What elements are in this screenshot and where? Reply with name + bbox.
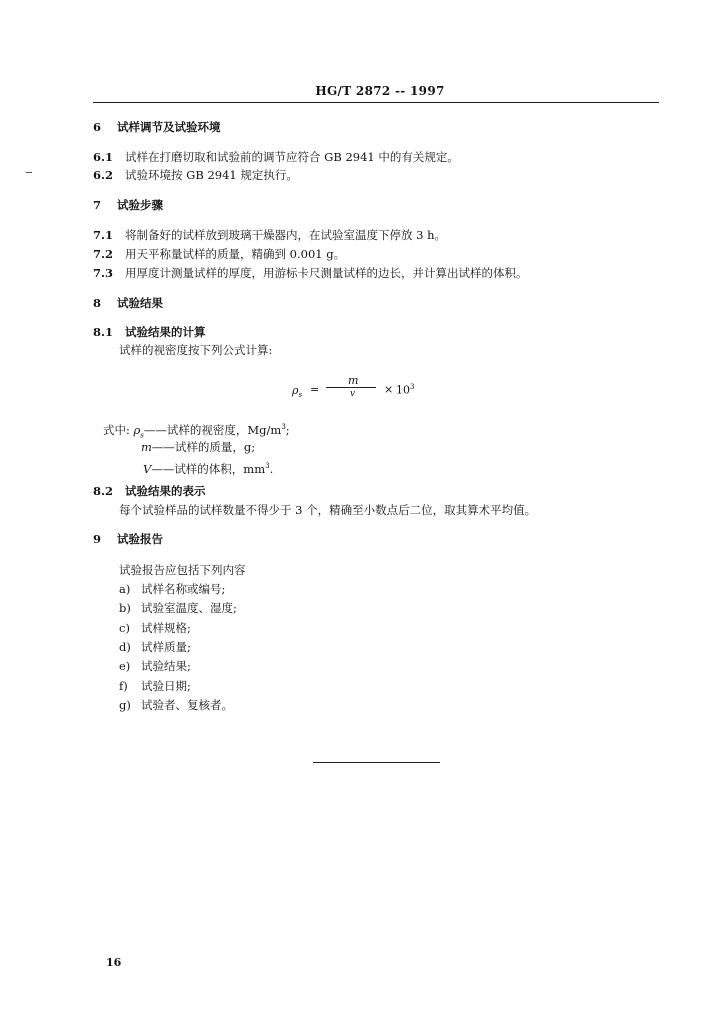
report-item-e: e) 试验结果; <box>119 659 191 673</box>
clause-7-2-number: 7.2 <box>93 247 114 261</box>
report-item-c: c) 试样规格; <box>119 621 191 635</box>
report-item-b: b) 试验室温度、湿度; <box>119 601 237 615</box>
formula-intro: 试样的视密度按下列公式计算: <box>119 343 273 357</box>
clause-8-2-title: 试验结果的表示 <box>125 484 206 498</box>
clause-7-2-text: 用天平称量试样的质量，精确到 0.001 g。 <box>125 247 346 261</box>
clause-7-3 <box>93 266 528 280</box>
clause-6-2-number: 6.2 <box>93 168 114 182</box>
clause-7-1-number: 7.1 <box>93 228 114 242</box>
formula-fraction-bar <box>326 387 376 388</box>
header-rule <box>93 102 659 103</box>
section-9-heading <box>93 532 163 546</box>
report-item-g: g) 试验者、复核者。 <box>119 698 233 712</box>
clause-8-2-heading <box>93 484 206 498</box>
formula-power: $10^3$ <box>396 383 415 397</box>
clause-6-2 <box>93 168 298 182</box>
clause-6-1-text: 试样在打磨切取和试验前的调节应符合 GB 2941 中的有关规定。 <box>125 150 459 164</box>
report-item-a: a) 试样名称或编号; <box>119 582 226 596</box>
section-7-heading <box>93 198 163 212</box>
clause-7-1-text: 将制备好的试样放到玻璃干燥器内，在试验室温度下停放 3 h。 <box>125 228 447 242</box>
density-formula <box>292 374 432 404</box>
page-number: 16 <box>106 956 122 969</box>
clause-7-2 <box>93 247 345 261</box>
clause-8-2-number: 8.2 <box>93 484 114 498</box>
section-9-number: 9 <box>93 532 102 546</box>
section-7-title: 试验步骤 <box>117 198 163 212</box>
clause-6-1-number: 6.1 <box>93 150 114 164</box>
definition-1-symbol: $\rho_s$ <box>133 422 144 440</box>
definition-2-symbol: m <box>141 440 152 454</box>
section-8-number: 8 <box>93 296 102 310</box>
formula-lhs: $\rho_s$ <box>292 384 303 400</box>
margin-mark <box>26 172 32 173</box>
where-label: 式中: <box>103 422 130 437</box>
report-item-d: d) 试样质量; <box>119 640 191 654</box>
clause-8-1-number: 8.1 <box>93 325 114 339</box>
report-intro: 试验报告应包括下列内容 <box>119 563 246 577</box>
clause-7-3-number: 7.3 <box>93 266 114 280</box>
clause-7-3-text: 用厚度计测量试样的厚度，用游标卡尺测量试样的边长，并计算出试样的体积。 <box>125 266 528 280</box>
section-8-heading <box>93 296 163 310</box>
definition-1-text: 试样的视密度，Mg/m <box>166 422 282 437</box>
definition-2: m——试样的质量，g; <box>141 440 256 454</box>
definition-3-symbol: V <box>143 461 152 476</box>
section-6-title: 试样调节及试验环境 <box>117 120 221 134</box>
section-9-title: 试验报告 <box>117 532 163 546</box>
section-6-heading <box>93 120 221 134</box>
page-header-standard-code: HG/T 2872 -- 1997 <box>315 84 445 98</box>
formula-times: × <box>384 383 394 396</box>
clause-8-1-title: 试验结果的计算 <box>125 325 206 339</box>
clause-6-2-text: 试验环境按 GB 2941 规定执行。 <box>125 168 298 182</box>
definition-2-text: 试样的质量，g; <box>174 440 256 454</box>
definition-3: V——试样的体积，$mm^3$. <box>143 461 274 476</box>
section-6-number: 6 <box>93 120 102 134</box>
clause-7-1 <box>93 228 446 242</box>
formula-equals: = <box>310 383 320 396</box>
section-7-number: 7 <box>93 198 102 212</box>
definition-1: 式中: $\rho_s——$试样的视密度，$Mg/m^3$; <box>103 422 290 440</box>
report-item-f: f) 试验日期; <box>119 679 191 693</box>
clause-8-2-text: 每个试验样品的试样数量不得少于 3 个，精确至小数点后二位，取其算术平均值。 <box>119 503 537 517</box>
clause-6-1 <box>93 150 459 164</box>
definition-3-text: 试样的体积，mm <box>174 461 266 476</box>
end-of-document-rule <box>313 762 440 763</box>
formula-numerator: m <box>348 374 359 387</box>
formula-denominator: v <box>350 389 356 399</box>
clause-8-1-heading <box>93 325 206 339</box>
section-8-title: 试验结果 <box>117 296 163 310</box>
